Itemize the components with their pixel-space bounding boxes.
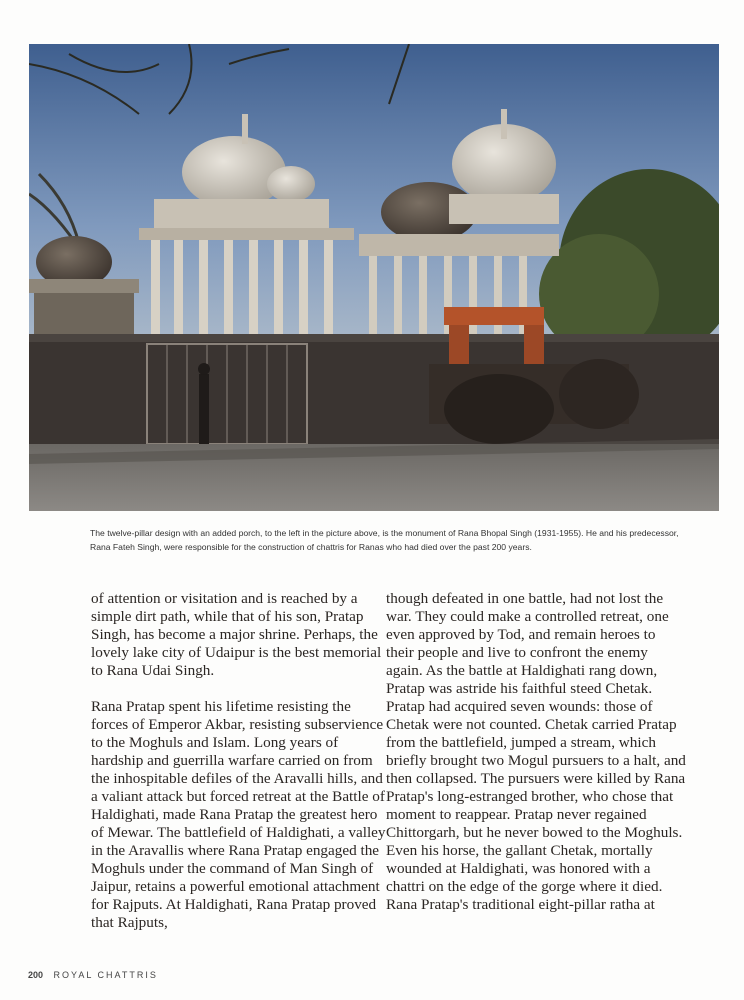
paragraph: though defeated in one battle, had not lost the war. They could make a controlled retreat, one even approved by Tod, and remain heroes to their people and live to confront the enemy again. As the battle at Haldighati rang down, Pratap was astride his faithful steed Chetak. Pratap had acquired seven wounds: those of Chetak were not counted. Chetak carried Pratap from the battlefield, jumped a stream, which briefly brought two Mogul pursuers to a halt, and then collapsed. The pursuers were killed by Rana Pratap's long-estranged brother, who chose that moment to reappear. Pratap never regained Chittorgarh, but he never bowed to the Moghuls. Even his horse, the gallant Chetak, mortally wounded at Haldighati, was honored with a chattri on the edge of the gorge where it died. Rana Pratap's traditional eight-pillar ratha at [386, 590, 686, 913]
photo-illustration [29, 44, 719, 511]
body-column-left [91, 590, 386, 932]
photo-caption: The twelve-pillar design with an added porch, to the left in the picture above, is the monument of Rana Bhopal Singh (1931-1955). He and his predecessor, Rana Fateh Singh, were responsible for the construction of chattris for Ranas who had died over the past 200 years. [90, 528, 679, 552]
chattris-photograph [29, 44, 719, 511]
paragraph: Rana Pratap spent his lifetime resisting the forces of Emperor Akbar, resisting subservience to the Moghuls and Islam. Long years of hardship and guerrilla warfare carried on from the inhospitable defiles of the Aravalli hills, and a valiant attack but forced retreat at the Battle of Haldighati, made Rana Pratap the greatest hero of Mewar. The battlefield of Haldighati, a valley in the Aravallis where Rana Pratap engaged the Moghuls under the command of Man Singh of Jaipur, retains a powerful emotional attachment for Rajputs. At Haldighati, Rana Pratap proved that Rajputs, [91, 698, 386, 931]
paragraph: of attention or visitation and is reached by a simple dirt path, while that of his son, Pratap Singh, has become a major shrine. Perhaps, the lovely lake city of Udaipur is the best memorial to Rana Udai Singh. [91, 590, 382, 679]
page-number: 200 [28, 970, 44, 980]
page-footer [28, 970, 158, 980]
body-column-right [386, 590, 686, 914]
running-head: ROYAL CHATTRIS [53, 970, 158, 980]
